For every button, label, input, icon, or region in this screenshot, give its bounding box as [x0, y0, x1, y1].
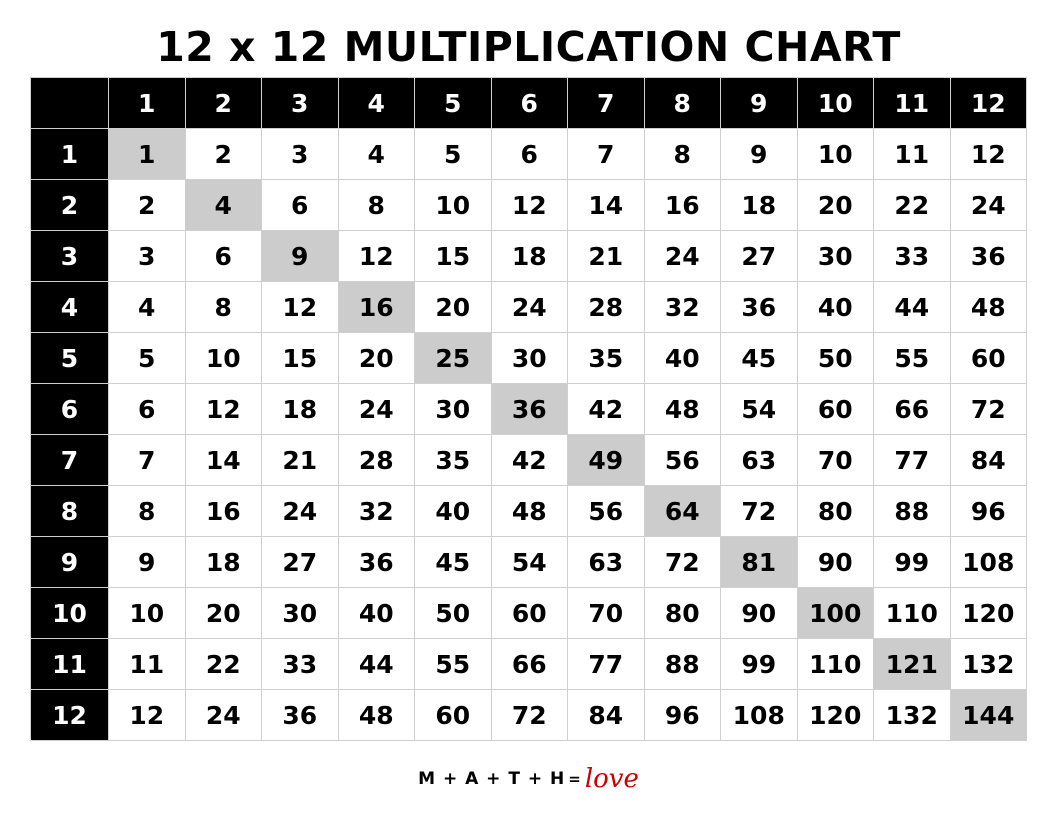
cell-6-8: 48: [644, 384, 721, 435]
cell-5-3: 15: [262, 333, 339, 384]
cell-3-10: 30: [797, 231, 874, 282]
cell-5-6: 30: [491, 333, 568, 384]
cell-1-3: 3: [262, 129, 339, 180]
cell-3-12: 36: [950, 231, 1027, 282]
cell-6-12: 72: [950, 384, 1027, 435]
column-header-11: 11: [874, 78, 951, 129]
cell-12-9: 108: [721, 690, 798, 741]
cell-5-5: 25: [415, 333, 492, 384]
column-header-4: 4: [338, 78, 415, 129]
cell-5-8: 40: [644, 333, 721, 384]
row-header-6: 6: [31, 384, 109, 435]
cell-9-8: 72: [644, 537, 721, 588]
multiplication-table: [30, 77, 1027, 741]
cell-4-1: 4: [109, 282, 186, 333]
cell-1-7: 7: [568, 129, 645, 180]
cell-11-7: 77: [568, 639, 645, 690]
cell-10-2: 20: [185, 588, 262, 639]
cell-10-8: 80: [644, 588, 721, 639]
cell-5-9: 45: [721, 333, 798, 384]
cell-7-3: 21: [262, 435, 339, 486]
row-header-8: 8: [31, 486, 109, 537]
cell-2-11: 22: [874, 180, 951, 231]
cell-12-4: 48: [338, 690, 415, 741]
cell-8-11: 88: [874, 486, 951, 537]
cell-7-1: 7: [109, 435, 186, 486]
cell-4-3: 12: [262, 282, 339, 333]
cell-7-11: 77: [874, 435, 951, 486]
cell-7-8: 56: [644, 435, 721, 486]
cell-12-6: 72: [491, 690, 568, 741]
cell-11-10: 110: [797, 639, 874, 690]
row-header-10: 10: [31, 588, 109, 639]
cell-1-11: 11: [874, 129, 951, 180]
cell-7-4: 28: [338, 435, 415, 486]
cell-2-6: 12: [491, 180, 568, 231]
column-header-row: [31, 78, 1027, 129]
cell-1-2: 2: [185, 129, 262, 180]
cell-7-12: 84: [950, 435, 1027, 486]
cell-2-7: 14: [568, 180, 645, 231]
cell-6-6: 36: [491, 384, 568, 435]
cell-7-10: 70: [797, 435, 874, 486]
table-row: [31, 282, 1027, 333]
cell-11-8: 88: [644, 639, 721, 690]
row-header-12: 12: [31, 690, 109, 741]
table-row: [31, 486, 1027, 537]
cell-6-11: 66: [874, 384, 951, 435]
cell-3-8: 24: [644, 231, 721, 282]
cell-8-5: 40: [415, 486, 492, 537]
footer-equals: =: [568, 770, 582, 789]
cell-12-2: 24: [185, 690, 262, 741]
footer-love-word: love: [584, 764, 639, 795]
column-header-7: 7: [568, 78, 645, 129]
cell-6-9: 54: [721, 384, 798, 435]
cell-6-7: 42: [568, 384, 645, 435]
cell-4-11: 44: [874, 282, 951, 333]
cell-3-3: 9: [262, 231, 339, 282]
cell-8-3: 24: [262, 486, 339, 537]
cell-11-6: 66: [491, 639, 568, 690]
cell-3-2: 6: [185, 231, 262, 282]
cell-10-10: 100: [797, 588, 874, 639]
cell-2-10: 20: [797, 180, 874, 231]
cell-9-7: 63: [568, 537, 645, 588]
table-row: [31, 384, 1027, 435]
cell-3-7: 21: [568, 231, 645, 282]
cell-8-4: 32: [338, 486, 415, 537]
cell-3-6: 18: [491, 231, 568, 282]
cell-10-1: 10: [109, 588, 186, 639]
cell-10-7: 70: [568, 588, 645, 639]
column-header-2: 2: [185, 78, 262, 129]
cell-4-7: 28: [568, 282, 645, 333]
cell-3-5: 15: [415, 231, 492, 282]
row-header-4: 4: [31, 282, 109, 333]
column-header-3: 3: [262, 78, 339, 129]
cell-5-1: 5: [109, 333, 186, 384]
column-header-6: 6: [491, 78, 568, 129]
cell-12-5: 60: [415, 690, 492, 741]
cell-3-4: 12: [338, 231, 415, 282]
column-header-1: 1: [109, 78, 186, 129]
column-header-8: 8: [644, 78, 721, 129]
cell-12-12: 144: [950, 690, 1027, 741]
cell-9-3: 27: [262, 537, 339, 588]
page-title: 12 x 12 MULTIPLICATION CHART: [156, 23, 901, 71]
cell-5-7: 35: [568, 333, 645, 384]
cell-2-12: 24: [950, 180, 1027, 231]
cell-6-4: 24: [338, 384, 415, 435]
table-row: [31, 639, 1027, 690]
cell-2-5: 10: [415, 180, 492, 231]
cell-10-6: 60: [491, 588, 568, 639]
cell-1-12: 12: [950, 129, 1027, 180]
table-row: [31, 690, 1027, 741]
table-row: [31, 333, 1027, 384]
cell-12-11: 132: [874, 690, 951, 741]
cell-9-10: 90: [797, 537, 874, 588]
row-header-11: 11: [31, 639, 109, 690]
cell-4-10: 40: [797, 282, 874, 333]
cell-12-10: 120: [797, 690, 874, 741]
cell-6-1: 6: [109, 384, 186, 435]
cell-5-10: 50: [797, 333, 874, 384]
cell-1-5: 5: [415, 129, 492, 180]
row-header-1: 1: [31, 129, 109, 180]
cell-7-7: 49: [568, 435, 645, 486]
column-header-5: 5: [415, 78, 492, 129]
cell-11-2: 22: [185, 639, 262, 690]
table-row: [31, 231, 1027, 282]
cell-5-4: 20: [338, 333, 415, 384]
row-header-3: 3: [31, 231, 109, 282]
cell-11-1: 11: [109, 639, 186, 690]
cell-8-8: 64: [644, 486, 721, 537]
cell-7-5: 35: [415, 435, 492, 486]
cell-9-12: 108: [950, 537, 1027, 588]
cell-1-1: 1: [109, 129, 186, 180]
cell-5-11: 55: [874, 333, 951, 384]
cell-4-12: 48: [950, 282, 1027, 333]
table-row: [31, 129, 1027, 180]
cell-1-4: 4: [338, 129, 415, 180]
cell-9-6: 54: [491, 537, 568, 588]
cell-9-5: 45: [415, 537, 492, 588]
cell-6-10: 60: [797, 384, 874, 435]
cell-2-4: 8: [338, 180, 415, 231]
chart-container: [30, 77, 1027, 741]
row-header-5: 5: [31, 333, 109, 384]
cell-12-1: 12: [109, 690, 186, 741]
table-row: [31, 435, 1027, 486]
table-row: [31, 537, 1027, 588]
cell-7-9: 63: [721, 435, 798, 486]
cell-5-2: 10: [185, 333, 262, 384]
cell-8-6: 48: [491, 486, 568, 537]
column-header-9: 9: [721, 78, 798, 129]
cell-11-12: 132: [950, 639, 1027, 690]
cell-4-2: 8: [185, 282, 262, 333]
cell-3-11: 33: [874, 231, 951, 282]
cell-11-9: 99: [721, 639, 798, 690]
cell-6-3: 18: [262, 384, 339, 435]
table-corner-cell: [31, 78, 109, 129]
cell-6-5: 30: [415, 384, 492, 435]
cell-10-12: 120: [950, 588, 1027, 639]
cell-2-2: 4: [185, 180, 262, 231]
cell-11-3: 33: [262, 639, 339, 690]
cell-4-8: 32: [644, 282, 721, 333]
table-head: [31, 78, 1027, 129]
cell-8-7: 56: [568, 486, 645, 537]
cell-6-2: 12: [185, 384, 262, 435]
cell-10-3: 30: [262, 588, 339, 639]
cell-4-4: 16: [338, 282, 415, 333]
cell-12-7: 84: [568, 690, 645, 741]
cell-9-1: 9: [109, 537, 186, 588]
table-body: [31, 129, 1027, 741]
cell-1-9: 9: [721, 129, 798, 180]
table-row: [31, 588, 1027, 639]
footer-formula: M + A + T + H: [418, 769, 566, 790]
cell-2-1: 2: [109, 180, 186, 231]
row-header-2: 2: [31, 180, 109, 231]
cell-1-10: 10: [797, 129, 874, 180]
cell-1-6: 6: [491, 129, 568, 180]
cell-10-5: 50: [415, 588, 492, 639]
cell-8-1: 8: [109, 486, 186, 537]
cell-5-12: 60: [950, 333, 1027, 384]
cell-8-2: 16: [185, 486, 262, 537]
cell-10-4: 40: [338, 588, 415, 639]
cell-2-9: 18: [721, 180, 798, 231]
cell-9-2: 18: [185, 537, 262, 588]
cell-7-6: 42: [491, 435, 568, 486]
row-header-9: 9: [31, 537, 109, 588]
cell-8-10: 80: [797, 486, 874, 537]
row-header-7: 7: [31, 435, 109, 486]
cell-11-5: 55: [415, 639, 492, 690]
cell-9-4: 36: [338, 537, 415, 588]
cell-2-3: 6: [262, 180, 339, 231]
cell-9-9: 81: [721, 537, 798, 588]
cell-1-8: 8: [644, 129, 721, 180]
table-row: [31, 180, 1027, 231]
cell-4-6: 24: [491, 282, 568, 333]
cell-3-1: 3: [109, 231, 186, 282]
cell-4-9: 36: [721, 282, 798, 333]
cell-8-12: 96: [950, 486, 1027, 537]
cell-2-8: 16: [644, 180, 721, 231]
cell-12-8: 96: [644, 690, 721, 741]
cell-10-11: 110: [874, 588, 951, 639]
column-header-10: 10: [797, 78, 874, 129]
cell-10-9: 90: [721, 588, 798, 639]
cell-7-2: 14: [185, 435, 262, 486]
cell-8-9: 72: [721, 486, 798, 537]
cell-12-3: 36: [262, 690, 339, 741]
cell-11-11: 121: [874, 639, 951, 690]
column-header-12: 12: [950, 78, 1027, 129]
footer-tagline: [0, 761, 1057, 795]
cell-11-4: 44: [338, 639, 415, 690]
cell-9-11: 99: [874, 537, 951, 588]
cell-4-5: 20: [415, 282, 492, 333]
cell-3-9: 27: [721, 231, 798, 282]
